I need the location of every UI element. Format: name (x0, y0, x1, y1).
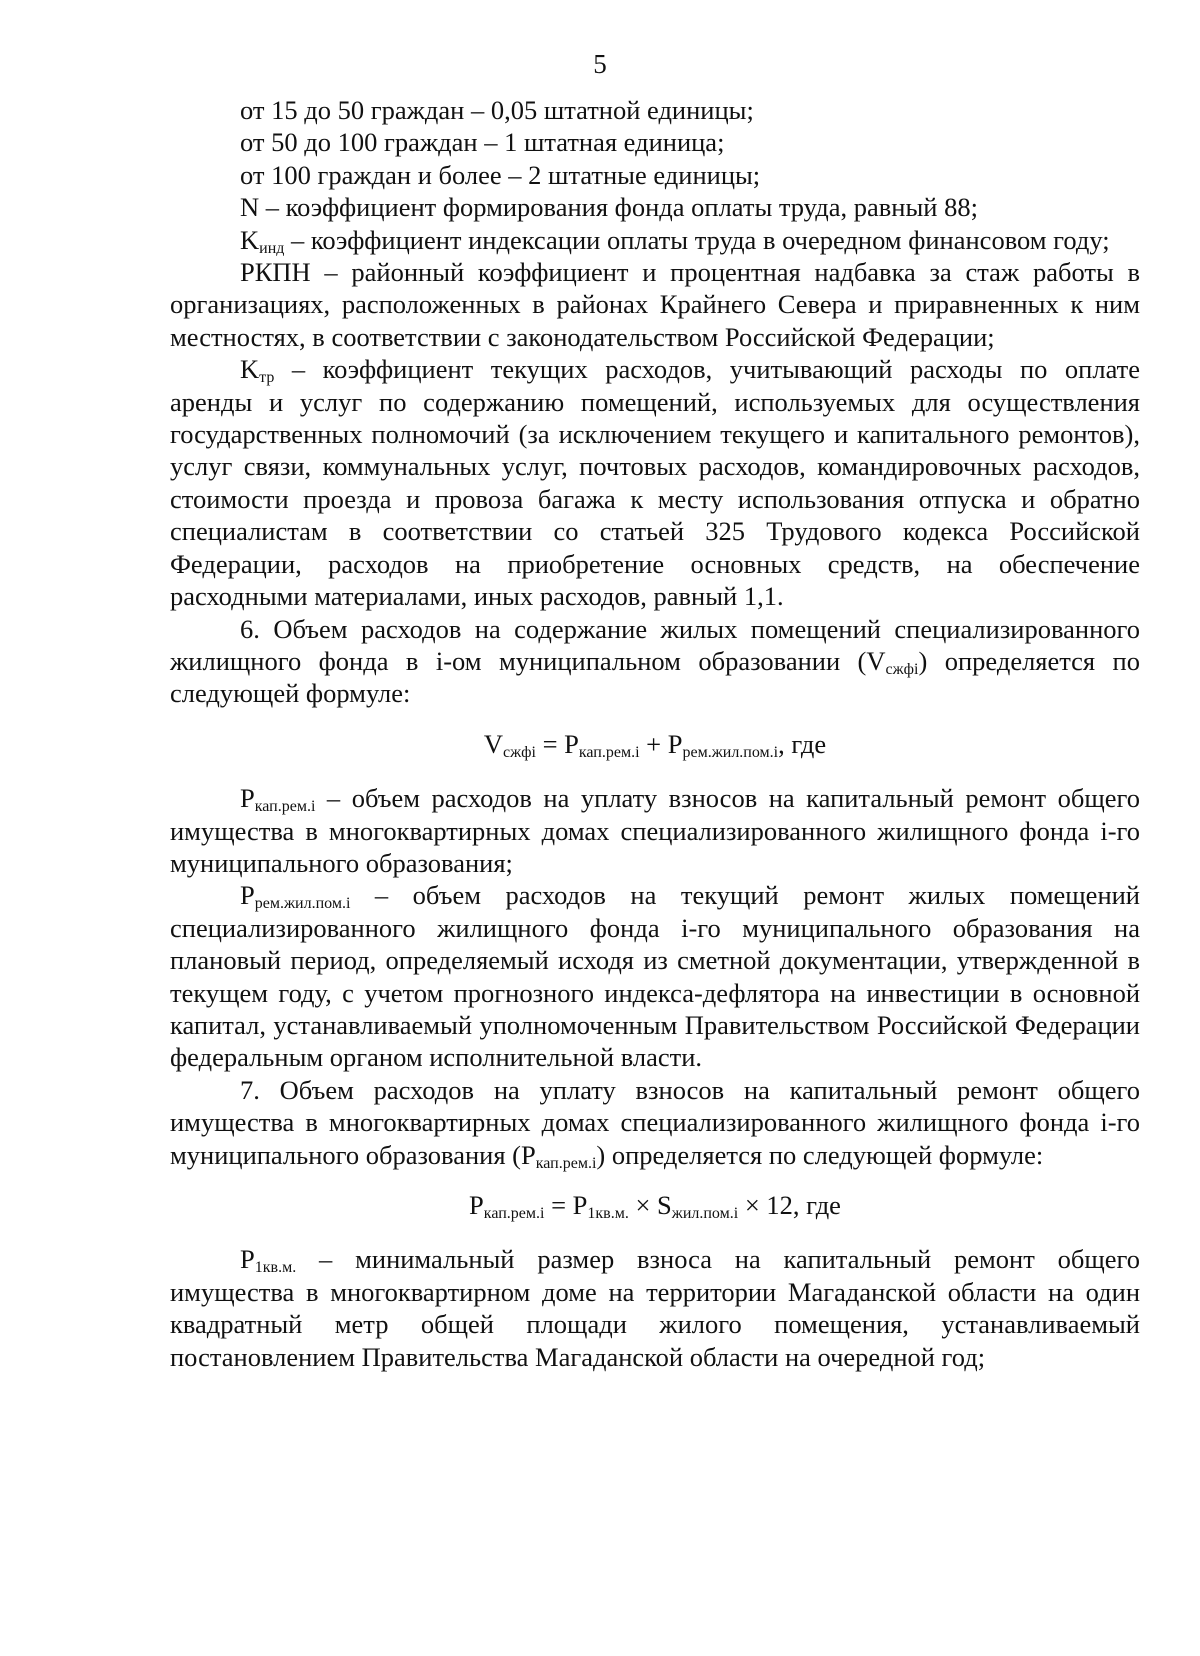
formula-p-kap-rem (170, 1189, 1140, 1221)
definition-p-kap-rem (170, 782, 1140, 879)
symbol-k: K (240, 224, 260, 255)
formula-subscript: кап.рем.i (578, 743, 640, 761)
formula-subscript: рем.жил.пом.i (682, 743, 779, 761)
paragraph-7-text-end: ) определяется по следующей формуле: (596, 1139, 1044, 1170)
formula-symbol: V (483, 728, 503, 759)
symbol-p: P (240, 1244, 255, 1275)
definition-k-tr (170, 353, 1140, 612)
formula-v-szhfi (170, 728, 1140, 760)
formula-subscript: 1кв.м. (587, 1205, 629, 1222)
subscript-szhfi: сжфi (885, 660, 919, 678)
definition-k-ind (170, 224, 1140, 256)
subscript-kap-rem: кап.рем.i (254, 798, 316, 816)
formula-subscript: жил.пом.i (671, 1205, 739, 1222)
formula-operator: = P (544, 1190, 588, 1220)
formula-operator: × S (628, 1190, 672, 1220)
page-number: 5 (593, 49, 607, 79)
definition-p-rem-zhil (170, 879, 1140, 1073)
staff-rule-50-100: от 50 до 100 граждан – 1 штатная единица; (240, 127, 725, 158)
definition-rkpn: РКПН – районный коэффициент и процентная надбавка за стаж работы в организациях, расположенных в районах Крайнего Севера и приравненных к ним местностях, в соответствии с законодательством Российской Федерации; (170, 257, 1140, 352)
formula-operator: = P (535, 728, 579, 759)
paragraph-7-text: 7. Объем расходов на уплату взносов на капитальный ремонт общего имущества в многоквартирных домах специализированного жилищного фонда i-го муниципального образования (P (170, 1074, 1140, 1170)
subscript-1kvm: 1кв.м. (254, 1259, 297, 1277)
formula-subscript: сжфi (502, 743, 536, 761)
formula-symbol: P (469, 1190, 484, 1220)
definition-k-tr-text: – коэффициент текущих расходов, учитывающий расходы по оплате аренды и услуг по содержанию помещений, используемых для осуществления государственных полномочий (за исключением текущего и капитального ремонтов), услуг связи, коммунальных услуг, почтовых расходов, командировочных расходов, стоимости проезда и провоза багажа к месту использования отпуска и обратно специалистам в соответствии со статьей 325 Трудового кодекса Российской Федерации, расходов на приобретение основных средств, на обеспечение расходными материалами, иных расходов, равный 1,1. (170, 354, 1140, 612)
formula-tail: , где (778, 728, 827, 759)
subscript-rem-zhil: рем.жил.пом.i (254, 895, 351, 913)
subscript-tr: тр (259, 369, 275, 387)
formula-tail: × 12, где (738, 1190, 841, 1220)
staff-rule-15-50: от 15 до 50 граждан – 0,05 штатной единицы; (240, 95, 754, 125)
definition-p-rem-zhil-text: – объем расходов на текущий ремонт жилых помещений специализированного жилищного фонда i-го муниципального образования на плановый период, определяемый исходя из сметной документации, утвержденной в текущем году, с учетом прогнозного индекса-дефлятора на инвестиции в основной капитал, устанавливаемый уполномоченным Правительством Российской Федерации федеральным органом исполнительной власти. (170, 880, 1140, 1073)
definition-p-1kvm-text: – минимальный размер взноса на капитальный ремонт общего имущества в многоквартирном доме на территории Магаданской области на один квадратный метр общей площади жилого помещения, устанавливаемый постановлением Правительства Магаданской области на очередной год; (170, 1244, 1140, 1372)
subscript-kap-rem: кап.рем.i (535, 1154, 597, 1172)
definition-k-ind-text: – коэффициент индексации оплаты труда в очередном финансовом году; (284, 224, 1110, 255)
document-body (170, 94, 1140, 1373)
definition-n: N – коэффициент формирования фонда оплаты труда, равный 88; (240, 192, 978, 223)
symbol-p: P (240, 880, 255, 911)
symbol-p: P (240, 783, 255, 814)
formula-subscript: кап.рем.i (483, 1205, 545, 1222)
paragraph-6-text: 6. Объем расходов на содержание жилых помещений специализированного жилищного фонда в i-ом муниципальном образовании (V (170, 613, 1140, 676)
paragraph-7 (170, 1074, 1140, 1171)
definition-p-kap-rem-text: – объем расходов на уплату взносов на капитальный ремонт общего имущества в многоквартирных домах специализированного жилищного фонда i-го муниципального образования; (170, 783, 1140, 878)
formula-operator: + P (639, 728, 683, 759)
paragraph-6 (170, 613, 1140, 710)
definition-p-1kvm (170, 1243, 1140, 1373)
subscript-ind: инд (259, 239, 285, 257)
paragraph-6-text-end: ) определяется по следующей формуле: (170, 645, 1140, 709)
staff-rule-100-more: от 100 граждан и более – 2 штатные единицы; (240, 159, 761, 190)
symbol-k: K (240, 354, 260, 385)
